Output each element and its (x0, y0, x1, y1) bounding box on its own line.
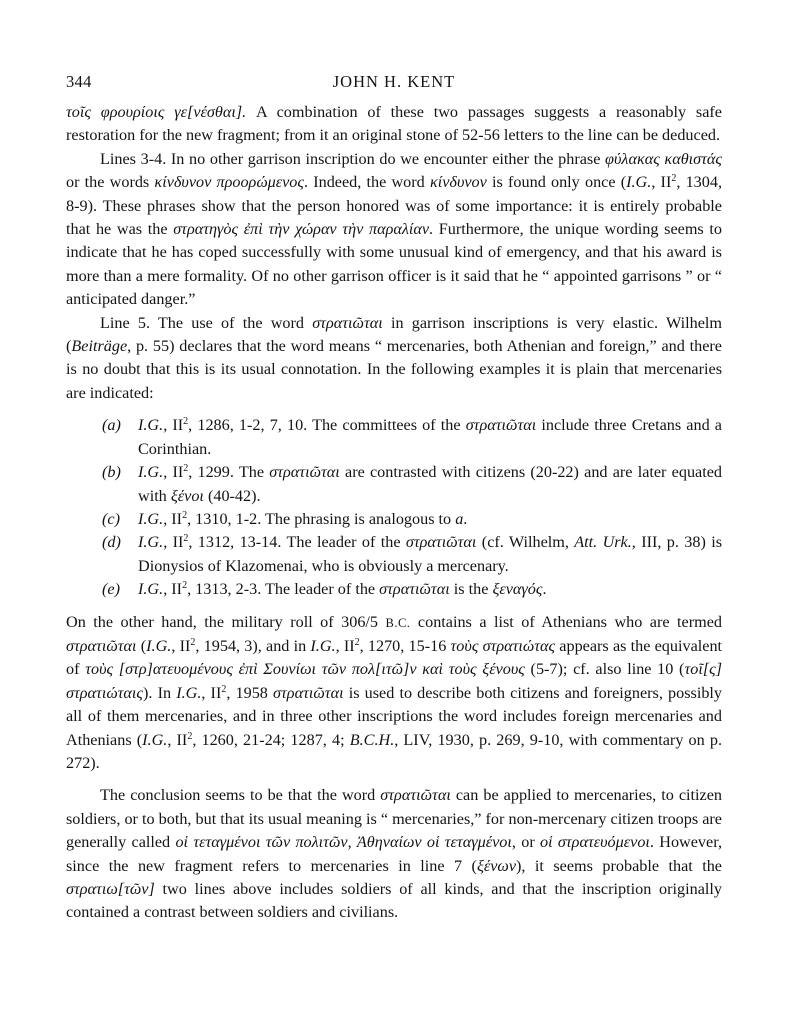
text-run: , LIV, 1930, p. 269, 9-10, with commentary on p. 272). (66, 730, 722, 772)
text-run: . However, since the new fragment refers to mercenaries in line 7 ( (66, 833, 722, 875)
text-run: . (463, 509, 468, 528)
paragraph-other-hand (66, 611, 722, 776)
greek-phrase: ξένοι (170, 486, 204, 505)
text-run: , 1304, 8-9). These phrases show that the person honored was of some importance: it is entirely probable that he was the (66, 173, 723, 239)
example-label: (b) (102, 463, 121, 482)
text-run: . Furthermore, the unique wording seems to indicate that he has coped successfully with some unusual kind of emergency, and that his award is more than a mere formality. Of no other garrison officer is it said that he “ appointed garrisons ” or “ anticipated danger.” (66, 220, 722, 309)
superscript: 2 (354, 636, 360, 648)
greek-phrase: κίνδυνον (429, 173, 487, 192)
greek-phrase: οἱ στρατευόμενοι (540, 833, 650, 852)
small-caps-bc: B.C. (385, 615, 411, 630)
text-run: , 1270, 15-16 (359, 636, 451, 655)
italic-run: Att. Urk. (574, 533, 632, 552)
citation-ig: I.G. (142, 730, 168, 749)
examples-list (66, 414, 722, 601)
greek-phrase: στρατιῶται (66, 636, 137, 655)
example-label: (e) (102, 580, 120, 599)
superscript: 2 (671, 173, 677, 185)
text-run: The conclusion seems to be that the word (100, 786, 381, 805)
text-run: A combination of these two passages suggests a reasonably safe restoration for the new fragment; from it an original stone of 52-56 letters to the line can be deduced. (66, 103, 722, 145)
text-run: are contrasted with citizens (20-22) and are later equated with (138, 463, 722, 505)
text-run: ), it seems probable that the (516, 856, 722, 875)
greek-phrase: στρατηγὸς ἐπὶ τὴν χώραν τὴν παραλίαν (173, 220, 430, 239)
example-label: (c) (102, 509, 120, 528)
text-run: . Indeed, the word (303, 173, 430, 192)
text-run: ). In (143, 683, 177, 702)
text-run: contains a list of Athenians who are termed (410, 612, 722, 631)
text-run: in garrison inscriptions is very elastic. Wilhelm ( (66, 313, 722, 356)
greek-phrase: Ἀθηναίων οἱ τεταγμένοι (356, 833, 512, 852)
text-run: , II (335, 636, 355, 655)
citation-ig: I.G. (138, 463, 164, 482)
greek-phrase: κίνδυνον προορώμενος (154, 173, 304, 192)
text-run: , II (167, 730, 188, 749)
greek-phrase: στρατιῶται (379, 580, 450, 599)
citation-ig: I.G. (310, 636, 336, 655)
text-run: appears as the equivalent of (66, 636, 723, 679)
greek-phrase: τοῖς φρουρίοις γε[νέσθαι]. (66, 103, 247, 121)
paragraph-lines-3-4 (66, 148, 722, 312)
text-run: (cf. Wilhelm, (476, 533, 575, 552)
text-run: . (542, 580, 547, 599)
text-run: include three Cretans and a Corinthian. (138, 416, 722, 458)
text-run: , or (511, 833, 541, 852)
list-item (66, 578, 722, 601)
greek-phrase: ξεναγός (492, 580, 543, 599)
greek-phrase: στρατιῶται (465, 416, 537, 435)
text-run: is used to describe both citizens and foreigners, possibly all of them mercenaries, and in three other inscriptions the word includes foreign mercenaries and Athenians ( (66, 683, 723, 749)
body-text (66, 101, 722, 925)
text-run: , 1260, 21-24; 1287, 4; (192, 730, 350, 749)
text-run: or the words (66, 173, 155, 192)
superscript: 2 (221, 683, 227, 695)
example-label: (d) (102, 533, 121, 552)
paragraph-1 (66, 101, 722, 148)
greek-phrase: φύλακας καθιστάς (605, 149, 722, 168)
citation-ig: I.G. (146, 636, 172, 655)
list-item (66, 508, 722, 531)
text-run: On the other hand, the military roll of 306/5 (66, 612, 386, 631)
paragraph-conclusion (66, 784, 722, 924)
text-run: Lines 3-4. In no other garrison inscription do we encounter either the phrase (100, 149, 606, 168)
citation-ig: I.G. (138, 416, 164, 435)
citation-ig: I.G. (176, 683, 202, 702)
superscript: 2 (182, 580, 188, 592)
greek-phrase: ξένων (476, 856, 517, 875)
superscript: 2 (183, 463, 189, 475)
list-item (66, 461, 722, 508)
text-run: , II (163, 533, 184, 552)
text-run: is found only once ( (486, 173, 627, 192)
greek-phrase: στρατιῶται (380, 786, 451, 805)
list-item (66, 414, 722, 461)
citation-ig: I.G. (138, 509, 164, 528)
text-run: , II (163, 463, 184, 482)
text-run: Line 5. The use of the word (100, 313, 313, 332)
text-run: , 1954, 3), and in (195, 636, 311, 655)
superscript: 2 (183, 416, 189, 428)
list-item (66, 531, 722, 578)
greek-phrase: στρατιω[τῶν] (66, 880, 155, 898)
text-run: , 1958 (226, 683, 274, 702)
text-run: , 1312, 13-14. The leader of the (188, 533, 406, 552)
text-run: , 1310, 1-2. The phrasing is analogous to (187, 509, 456, 528)
paragraph-line-5 (66, 312, 722, 406)
text-run: , 1299. The (188, 463, 270, 482)
italic-run: a (455, 509, 464, 528)
superscript: 2 (182, 509, 188, 521)
text-run: , 1286, 1-2, 7, 10. The committees of the (188, 416, 466, 435)
text-run: , II (163, 580, 183, 599)
superscript: 2 (183, 533, 189, 545)
text-run: , II (163, 509, 183, 528)
text-run: ( (136, 636, 147, 655)
greek-phrase: στρατιῶται (269, 463, 340, 482)
citation-ig: I.G. (626, 173, 652, 192)
citation-title: Beiträge (71, 337, 128, 356)
text-run: , II (651, 173, 672, 192)
text-run: , II (201, 683, 222, 702)
text-run: , III, p. 38) is Dionysios of Klazomenai, who is obviously a mercenary. (138, 533, 723, 575)
running-header (66, 72, 722, 94)
text-run: is the (449, 580, 493, 599)
text-run: (5-7); cf. also line 10 ( (524, 660, 685, 679)
greek-phrase: τοῖ[ς] στρατιώταις (66, 660, 723, 702)
running-title: JOHN H. KENT (332, 72, 456, 91)
superscript: 2 (187, 730, 193, 742)
greek-phrase: στρατιῶται (405, 533, 477, 552)
text-run: two lines above includes soldiers of all kinds, and that the inscription originally contained a contrast between soldiers and civilians. (66, 880, 722, 922)
text-run: , 1313, 2-3. The leader of the (187, 580, 380, 599)
text-run: can be applied to mercenaries, to citizen soldiers, or to both, but that its usual meaning is “ mercenaries,” for non-mercenary citizen troops are generally called (66, 786, 722, 852)
greek-phrase: στρατιῶται (273, 683, 344, 702)
page-number: 344 (66, 72, 92, 91)
text-run: , II (171, 636, 191, 655)
superscript: 2 (190, 636, 196, 648)
citation-ig: I.G. (138, 533, 164, 552)
greek-phrase: τοὺς στρατιώτας (450, 636, 556, 655)
greek-phrase: οἱ τεταγμένοι τῶν πολιτῶν (175, 833, 348, 852)
text-run: , II (163, 416, 184, 435)
text-run: (40-42). (203, 486, 261, 505)
text-run: , p. 55) declares that the word means “ mercenaries, both Athenian and foreign,” and there is no doubt that this is its usual connotation. In the following examples it is plain that mercenaries are indicated: (66, 337, 722, 402)
citation-ig: I.G. (138, 580, 164, 599)
greek-phrase: τοὺς [στρ]ατευομένους ἐπὶ Σουνίωι τῶν πολ[ιτῶ]ν καὶ τοὺς ξένους (85, 660, 525, 679)
greek-phrase: στρατιῶται (312, 313, 383, 332)
citation-bch: B.C.H. (349, 730, 395, 749)
example-label: (a) (102, 416, 121, 435)
text-run: , (347, 833, 357, 852)
